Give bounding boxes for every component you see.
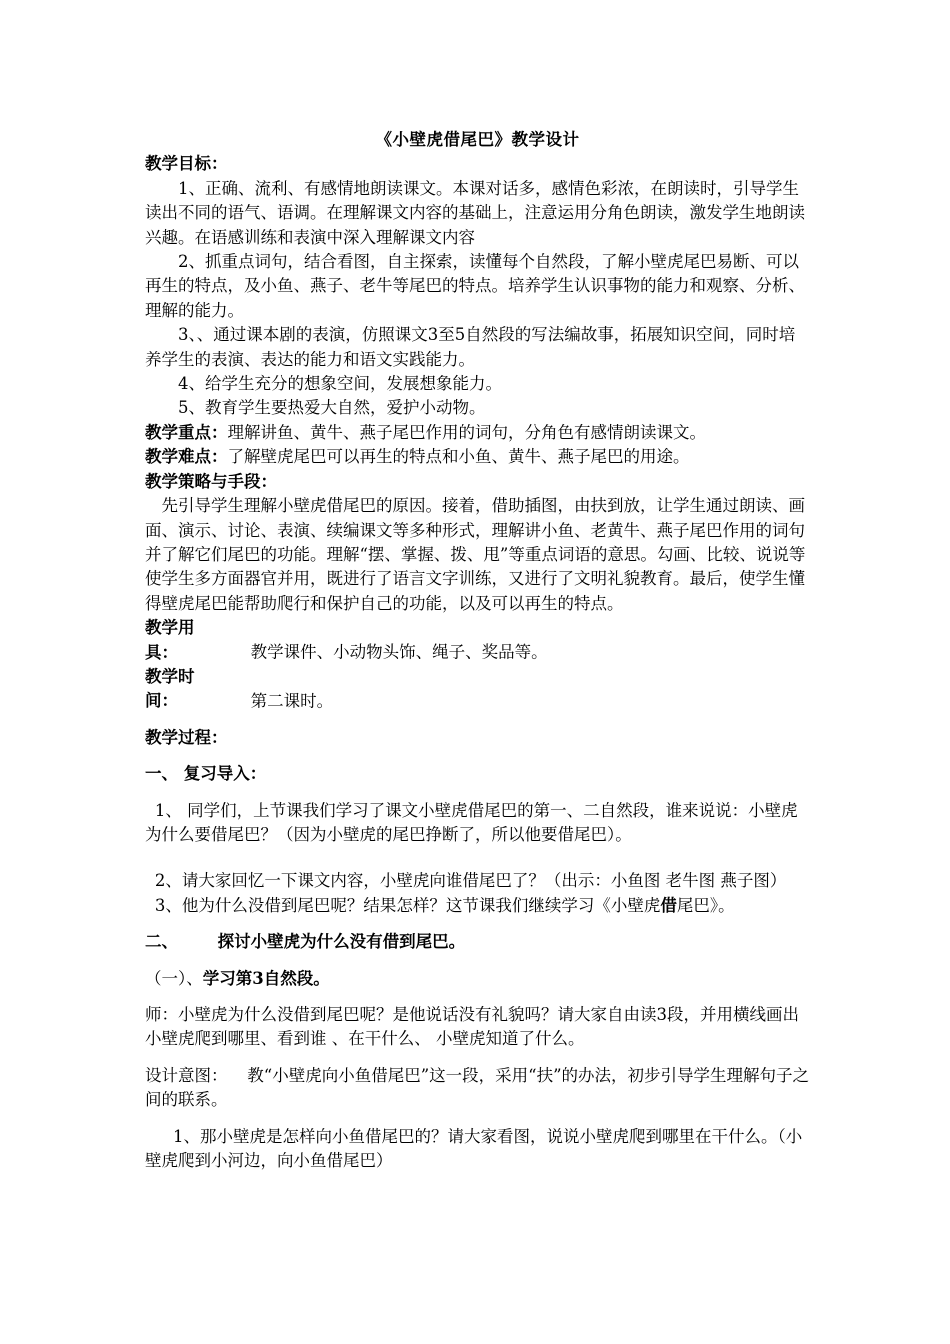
difficulties-text: 了解壁虎尾巴可以再生的特点和小鱼、黄牛、燕子尾巴的用途。 xyxy=(227,447,690,467)
tools-text: 教学课件、小动物头饰、绳子、奖品等。 xyxy=(250,642,548,662)
p3-part-b: 借 xyxy=(660,895,677,915)
design-intent-text: 教“小壁虎向小鱼借尾巴”这一段，采用“扶”的办法，初步引导学生理解句子之间的联系。 xyxy=(145,1065,810,1110)
section1-paragraph-3 xyxy=(145,894,810,918)
time xyxy=(145,665,810,714)
strategy-heading: 教学策略与手段： xyxy=(145,471,277,491)
section1-paragraph-2: 2、请大家回忆一下课文内容，小壁虎向谁借尾巴了？（出示：小鱼图 老牛图 燕子图） xyxy=(154,871,787,891)
design-intent xyxy=(145,1064,810,1113)
tools-label: 教学用具： xyxy=(145,618,195,662)
question-1: 1、那小壁虎是怎样向小鱼借尾巴的？请大家看图，说说小壁虎爬到哪里在干什么。（小壁虎爬到小河边，向小鱼借尾巴） xyxy=(145,1126,803,1171)
difficulties xyxy=(145,445,810,469)
objective-item-5: 5、教育学生要热爱大自然，爱护小动物。 xyxy=(178,398,486,418)
objective-item-2: 2、抓重点词句，结合看图，自主探索，读懂每个自然段，了解小壁虎尾巴易断、可以再生的特点，及小鱼、燕子、老牛等尾巴的特点。培养学生认识事物的能力和观察、分析、理解的能力。 xyxy=(145,252,805,320)
objective-item-1: 1、正确、流利、有感情地朗读课文。本课对话多，感情色彩浓，在朗读时，引导学生读出不同的语气、语调。在理解课文内容的基础上，注意运用分角色朗读，激发学生地朗读兴趣。在语感训练和表演中深入理解课文内容 xyxy=(145,178,805,247)
section1-paragraph-1: 1、 同学们，上节课我们学习了课文小壁虎借尾巴的第一、二自然段，谁来说说：小壁虎为什么要借尾巴？（因为小壁虎的尾巴挣断了，所以他要借尾巴）。 xyxy=(145,800,798,844)
p3-part-a: 3、他为什么没借到尾巴呢？结果怎样？这节课我们继续学习《小壁虎 xyxy=(154,895,661,915)
key-points xyxy=(145,421,810,445)
subsection-1-heading xyxy=(145,967,810,991)
subsection-1-title: 学习第3自然段。 xyxy=(202,968,330,988)
key-points-label: 教学重点： xyxy=(145,422,228,442)
time-label: 教学时间： xyxy=(145,666,195,711)
teacher-paragraph: 师：小壁虎为什么没借到尾巴呢？是他说话没有礼貌吗？请大家自由读3段，并用横线画出小壁虎爬到哪里、看到谁 、在干什么、 小壁虎知道了什么。 xyxy=(145,1005,799,1049)
section2-number: 二、 xyxy=(145,932,178,952)
design-intent-label: 设计意图： xyxy=(145,1065,228,1085)
tools xyxy=(145,616,810,665)
section2-heading xyxy=(145,930,810,954)
process-heading: 教学过程： xyxy=(145,727,228,747)
section1-heading: 一、 复习导入： xyxy=(145,764,267,784)
objective-item-4: 4、给学生充分的想象空间，发展想象能力。 xyxy=(178,374,502,394)
strategy-text: 先引导学生理解小壁虎借尾巴的原因。接着，借助插图，由扶到放，让学生通过朗读、画面、演示、讨论、表演、续编课文等多种形式，理解讲小鱼、老黄牛、燕子尾巴作用的词句并了解它们尾巴的功能。理解“摆、掌握、拨、甩”等重点词语的意思。勾画、比较、说说等使学生多方面器官并用，既进行了语言文字训练，又进行了文明礼貌教育。最后，使学生懂得壁虎尾巴能帮助爬行和保护自己的功能，以及可以再生的特点。 xyxy=(145,496,806,613)
key-points-text: 理解讲鱼、黄牛、燕子尾巴作用的词句，分角色有感情朗读课文。 xyxy=(227,422,706,442)
difficulties-label: 教学难点： xyxy=(145,447,228,467)
p3-part-c: 尾巴》。 xyxy=(676,895,735,915)
document-title: 《小壁虎借尾巴》教学设计 xyxy=(375,130,580,149)
section2-title: 探讨小壁虎为什么没有借到尾巴。 xyxy=(217,932,466,952)
objective-item-3: 3、、通过课本剧的表演，仿照课文3至5自然段的写法编故事，拓展知识空间，同时培养学生的表演、表达的能力和语文实践能力。 xyxy=(145,325,796,369)
subsection-1-number: （一）、 xyxy=(145,968,203,988)
time-text: 第二课时。 xyxy=(250,691,334,711)
objectives-heading: 教学目标： xyxy=(145,154,228,174)
